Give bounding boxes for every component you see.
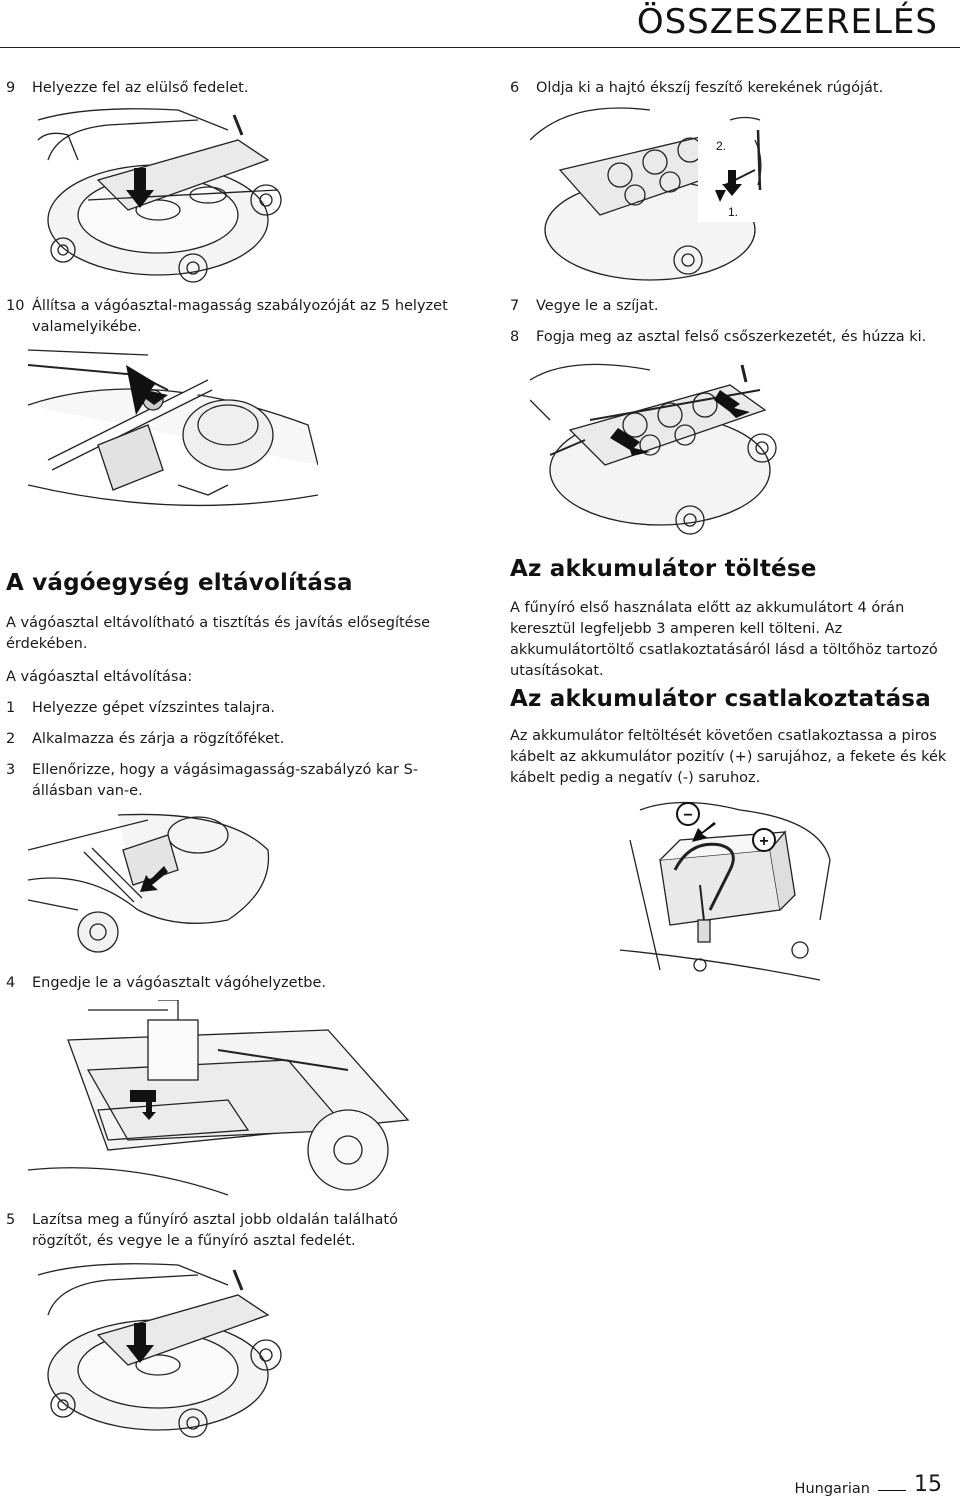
lever-position-illustration xyxy=(28,810,278,965)
battery-connection-paragraph: Az akkumulátor feltöltését követően csatlakoztassa a piros kábelt az akkumulátor pozitív (+) sarujához, a fekete és kék kábelt pedig a negatív (-) saruhoz. xyxy=(510,728,947,786)
page-footer xyxy=(795,1472,942,1497)
lower-deck-illustration xyxy=(28,1000,423,1200)
step-2 xyxy=(6,729,456,750)
step-text: Állítsa a vágóasztal-magasság szabályozóját az 5 helyzet valamelyikébe. xyxy=(32,298,448,335)
section-title-battery-connection: Az akkumulátor csatlakoztatása xyxy=(510,686,931,712)
step-text: Helyezze fel az elülső fedelet. xyxy=(32,80,249,96)
step-7 xyxy=(510,296,950,317)
section-title-battery-charging: Az akkumulátor töltése xyxy=(510,556,817,582)
lead-paragraph: A vágóasztal eltávolítása: xyxy=(6,669,193,685)
footer-language: Hungarian xyxy=(794,1481,870,1497)
height-adjuster-illustration xyxy=(28,345,318,530)
step-1 xyxy=(6,698,456,719)
step-number: 1 xyxy=(6,700,16,716)
step-5 xyxy=(6,1210,456,1252)
cover-removal-illustration xyxy=(28,1255,308,1440)
step-text: Oldja ki a hajtó ékszíj feszítő kerekének rúgóját. xyxy=(536,80,884,96)
step-10 xyxy=(6,296,456,338)
step-number: 7 xyxy=(510,298,520,314)
belt-spring-illustration xyxy=(530,100,790,285)
step-text: Alkalmazza és zárja a rögzítőféket. xyxy=(32,731,285,747)
step-number: 8 xyxy=(510,329,520,345)
positive-terminal-label: + xyxy=(759,833,769,850)
negative-terminal-label: − xyxy=(683,807,693,824)
step-number: 6 xyxy=(510,80,520,96)
section-title-deck-removal: A vágóegység eltávolítása xyxy=(6,570,353,596)
figure-label-2: 2. xyxy=(716,139,727,153)
pull-deck-illustration xyxy=(530,360,790,540)
step-8 xyxy=(510,327,950,348)
step-number: 9 xyxy=(6,80,16,96)
deck-cover-illustration xyxy=(28,100,308,285)
battery-charging-paragraph: A fűnyíró első használata előtt az akkumulátort 4 órán keresztül legfeljebb 3 amperen kell tölteni. Az akkumulátortöltő csatlakoztatásáról lásd a töltőhöz tartozó utasításokat. xyxy=(510,600,938,679)
step-text: Vegye le a szíjat. xyxy=(536,298,659,314)
step-number: 3 xyxy=(6,762,16,778)
step-4 xyxy=(6,973,456,994)
figure-label-1: 1. xyxy=(728,205,739,219)
intro-paragraph: A vágóasztal eltávolítható a tisztítás és javítás elősegítése érdekében. xyxy=(6,615,431,652)
step-text: Ellenőrizze, hogy a vágásimagasság-szabályzó kar S-állásban van-e. xyxy=(32,762,419,799)
step-number: 2 xyxy=(6,731,16,747)
step-text: Lazítsa meg a fűnyíró asztal jobb oldalán található rögzítőt, és vegye le a fűnyíró asztal fedelét. xyxy=(32,1212,398,1249)
header-rule xyxy=(0,47,960,48)
footer-dash xyxy=(878,1490,906,1491)
step-9 xyxy=(6,78,446,99)
battery-illustration xyxy=(620,800,850,985)
step-text: Fogja meg az asztal felső csőszerkezetét, és húzza ki. xyxy=(536,329,927,345)
step-6 xyxy=(510,78,950,99)
step-number: 5 xyxy=(6,1212,16,1228)
page-title: ÖSSZESZERELÉS xyxy=(636,2,938,42)
step-number: 4 xyxy=(6,975,16,991)
page-number: 15 xyxy=(914,1472,942,1497)
step-text: Helyezze gépet vízszintes talajra. xyxy=(32,700,275,716)
step-number: 10 xyxy=(6,298,25,314)
step-text: Engedje le a vágóasztalt vágóhelyzetbe. xyxy=(32,975,326,991)
step-3 xyxy=(6,760,456,802)
